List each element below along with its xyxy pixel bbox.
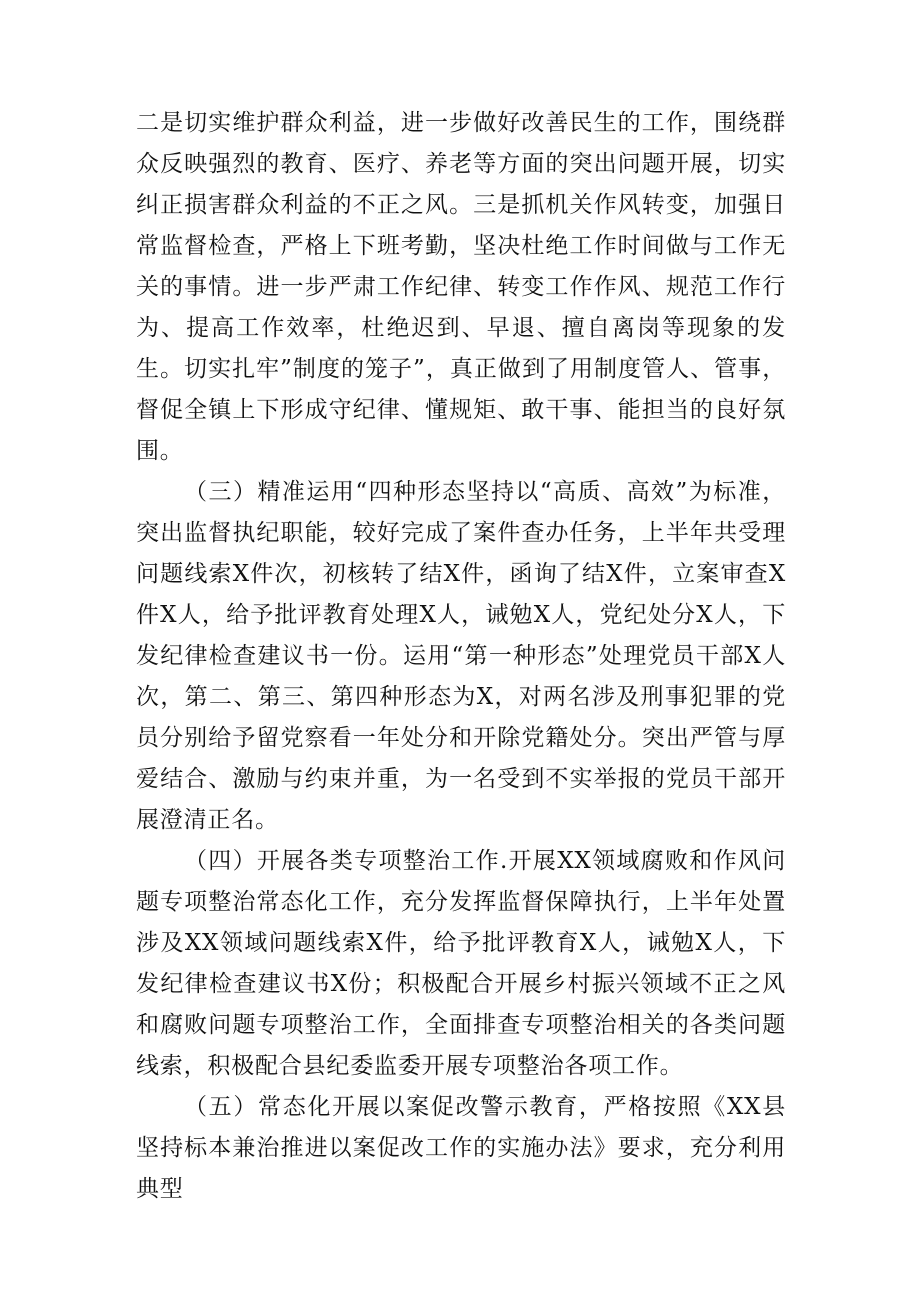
paragraph-4: （五）常态化开展以案促改警示教育，严格按照《XX县坚持标本兼治推进以案促改工作的实施办法》要求，充分利用典型 (136, 1094, 786, 1202)
document-body (136, 103, 786, 1210)
paragraph-3: （四）开展各类专项整治工作.开展XX领域腐败和作风问题专项整治常态化工作，充分发挥监督保障执行，上半年处置涉及XX领域问题线索X件，给予批评教育X人，诫勉X人，下发纪律检查建议书X份；积极配合开展乡村振兴领域不正之风和腐败问题专项整治工作，全面排查专项整治相关的各类问题线索，积极配合县纪委监委开展专项整治各项工作。 (136, 848, 786, 1079)
paragraph-1: 二是切实维护群众利益，进一步做好改善民生的工作，围绕群众反映强烈的教育、医疗、养老等方面的突出问题开展，切实纠正损害群众利益的不正之风。三是抓机关作风转变，加强日常监督检查，严格上下班考勤，坚决杜绝工作时间做与工作无关的事情。进一步严肃工作纪律、转变工作作风、规范工作行为、提高工作效率，杜绝迟到、早退、擅自离岗等现象的发生。切实扎牢”制度的笼子”，真正做到了用制度管人、管事，督促全镇上下形成守纪律、懂规矩、敢干事、能担当的良好氛围。 (136, 110, 786, 464)
paragraph-2: （三）精准运用“四种形态坚持以“高质、高效”为标准，突出监督执纪职能，较好完成了案件查办任务，上半年共受理问题线索X件次，初核转了结X件，函询了结X件，立案审查X件X人，给予批评教育处理X人，诫勉X人，党纪处分X人，下发纪律检查建议书一份。运用“第一种形态”处理党员干部X人次，第二、第三、第四种形态为X，对两名涉及刑事犯罪的党员分别给予留党察看一年处分和开除党籍处分。突出严管与厚爱结合、激励与约束并重，为一名受到不实举报的党员干部开展澄清正名。 (136, 479, 786, 833)
